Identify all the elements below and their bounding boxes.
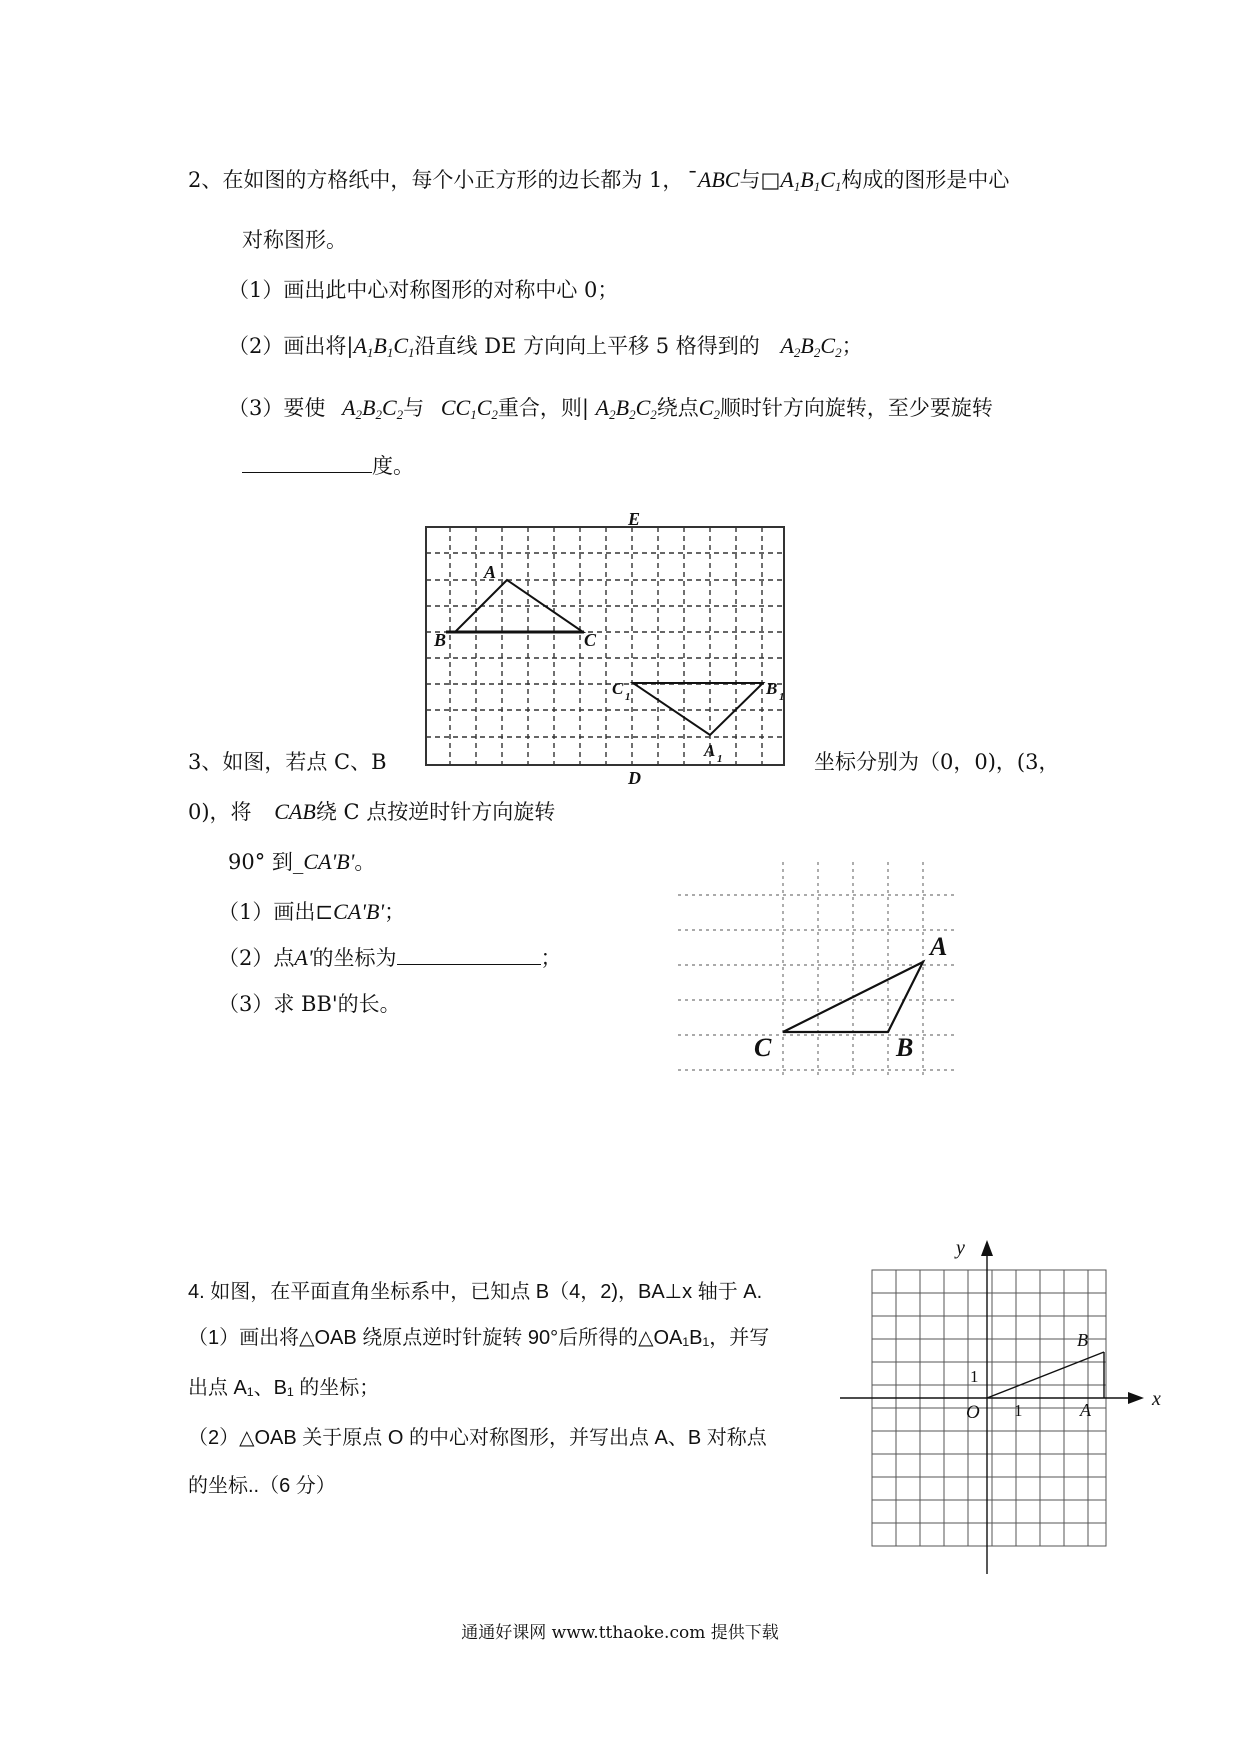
x-axis-arrow (1128, 1392, 1144, 1404)
label-a1: A (704, 741, 716, 760)
label-d: D (628, 768, 641, 788)
q3-part1: （1）画出⊏CA'B'； (218, 899, 406, 924)
q4-label-one-y: 1 (970, 1367, 979, 1386)
q4-label-one-x: 1 (1014, 1401, 1023, 1420)
q4-line4: （2）△OAB 关于原点 O 的中心对称图形，并写出点 A、B 对称点 (188, 1427, 767, 1449)
q2-part3-answer: 度。 (242, 452, 414, 480)
q4-label-y: y (956, 1237, 965, 1259)
q4-label-a: A (1080, 1400, 1091, 1420)
q3-label-a: A (930, 932, 948, 961)
q3-rot: 90° 到_CA'B'。 (228, 849, 376, 874)
label-a1-sub: 1 (717, 753, 723, 765)
q4-label-b: B (1077, 1330, 1088, 1350)
label-b1-sub: 1 (779, 691, 785, 703)
q4-label-o: O (966, 1402, 980, 1423)
q2-tri-abc: ABC (697, 167, 740, 192)
q3-part2: （2）点A'的坐标为 ； (218, 945, 562, 970)
footer-source: 通通好课网 www.tthaoke.com 提供下载 (461, 1623, 779, 1643)
q4-line1: 4. 如图，在平面直角坐标系中，已知点 B（4，2)，BA⊥x 轴于 A. (188, 1281, 763, 1303)
label-b1: B (766, 679, 778, 698)
q2-part3: （3）要使 $A_2B_2C_2$与 $CC_1C_2$重合，则| $A_2B_2C_2$绕点$C_2$顺时针方向旋转，至少要旋转 (228, 395, 993, 422)
label-e: E (628, 509, 641, 529)
q4-label-x: x (1152, 1388, 1161, 1410)
q2-intro-line2: 对称图形。 (242, 228, 347, 252)
q3-label-c: C (754, 1033, 772, 1062)
q2-intro: 2、在如图的方格纸中，每个小正方形的边长都为 1， ¯ABC与$□A_1B_1C_1$构成的图形是中心 (188, 167, 1010, 194)
y-axis-arrow (981, 1240, 993, 1256)
label-c: C (584, 630, 597, 650)
q3-intro-line2: 0)，将 CAB绕 C 点按逆时针方向旋转 (188, 799, 556, 824)
q3-label-b: B (896, 1033, 914, 1062)
q3-part3: （3）求 BB'的长。 (218, 992, 401, 1016)
q4-line3: 出点 A₁、B₁ 的坐标； (188, 1377, 380, 1399)
q2-part1: （1）画出此中心对称图形的对称中心 0； (228, 278, 619, 302)
q2-part2: （2）画出将$|A_1B_1C_1$沿直线 DE 方向向上平移 5 格得到的 $A_2B_2C_2$； (228, 333, 863, 360)
q4-line5: 的坐标..（6 分） (188, 1475, 336, 1497)
q3-intro-coords: 坐标分别为（0，0)，(3， (814, 750, 1060, 774)
q4-grid (872, 1270, 1106, 1546)
segment-ob (987, 1352, 1104, 1398)
label-b: B (434, 630, 447, 650)
label-c1-sub: 1 (625, 691, 631, 703)
label-c1: C (612, 679, 624, 698)
q3-intro: 3、如图，若点 C、B (188, 750, 387, 774)
q4-line2: （1）画出将△OAB 绕原点逆时针旋转 90°后所得的△OA₁B₁，并写 (188, 1327, 770, 1349)
label-a: A (484, 562, 497, 582)
